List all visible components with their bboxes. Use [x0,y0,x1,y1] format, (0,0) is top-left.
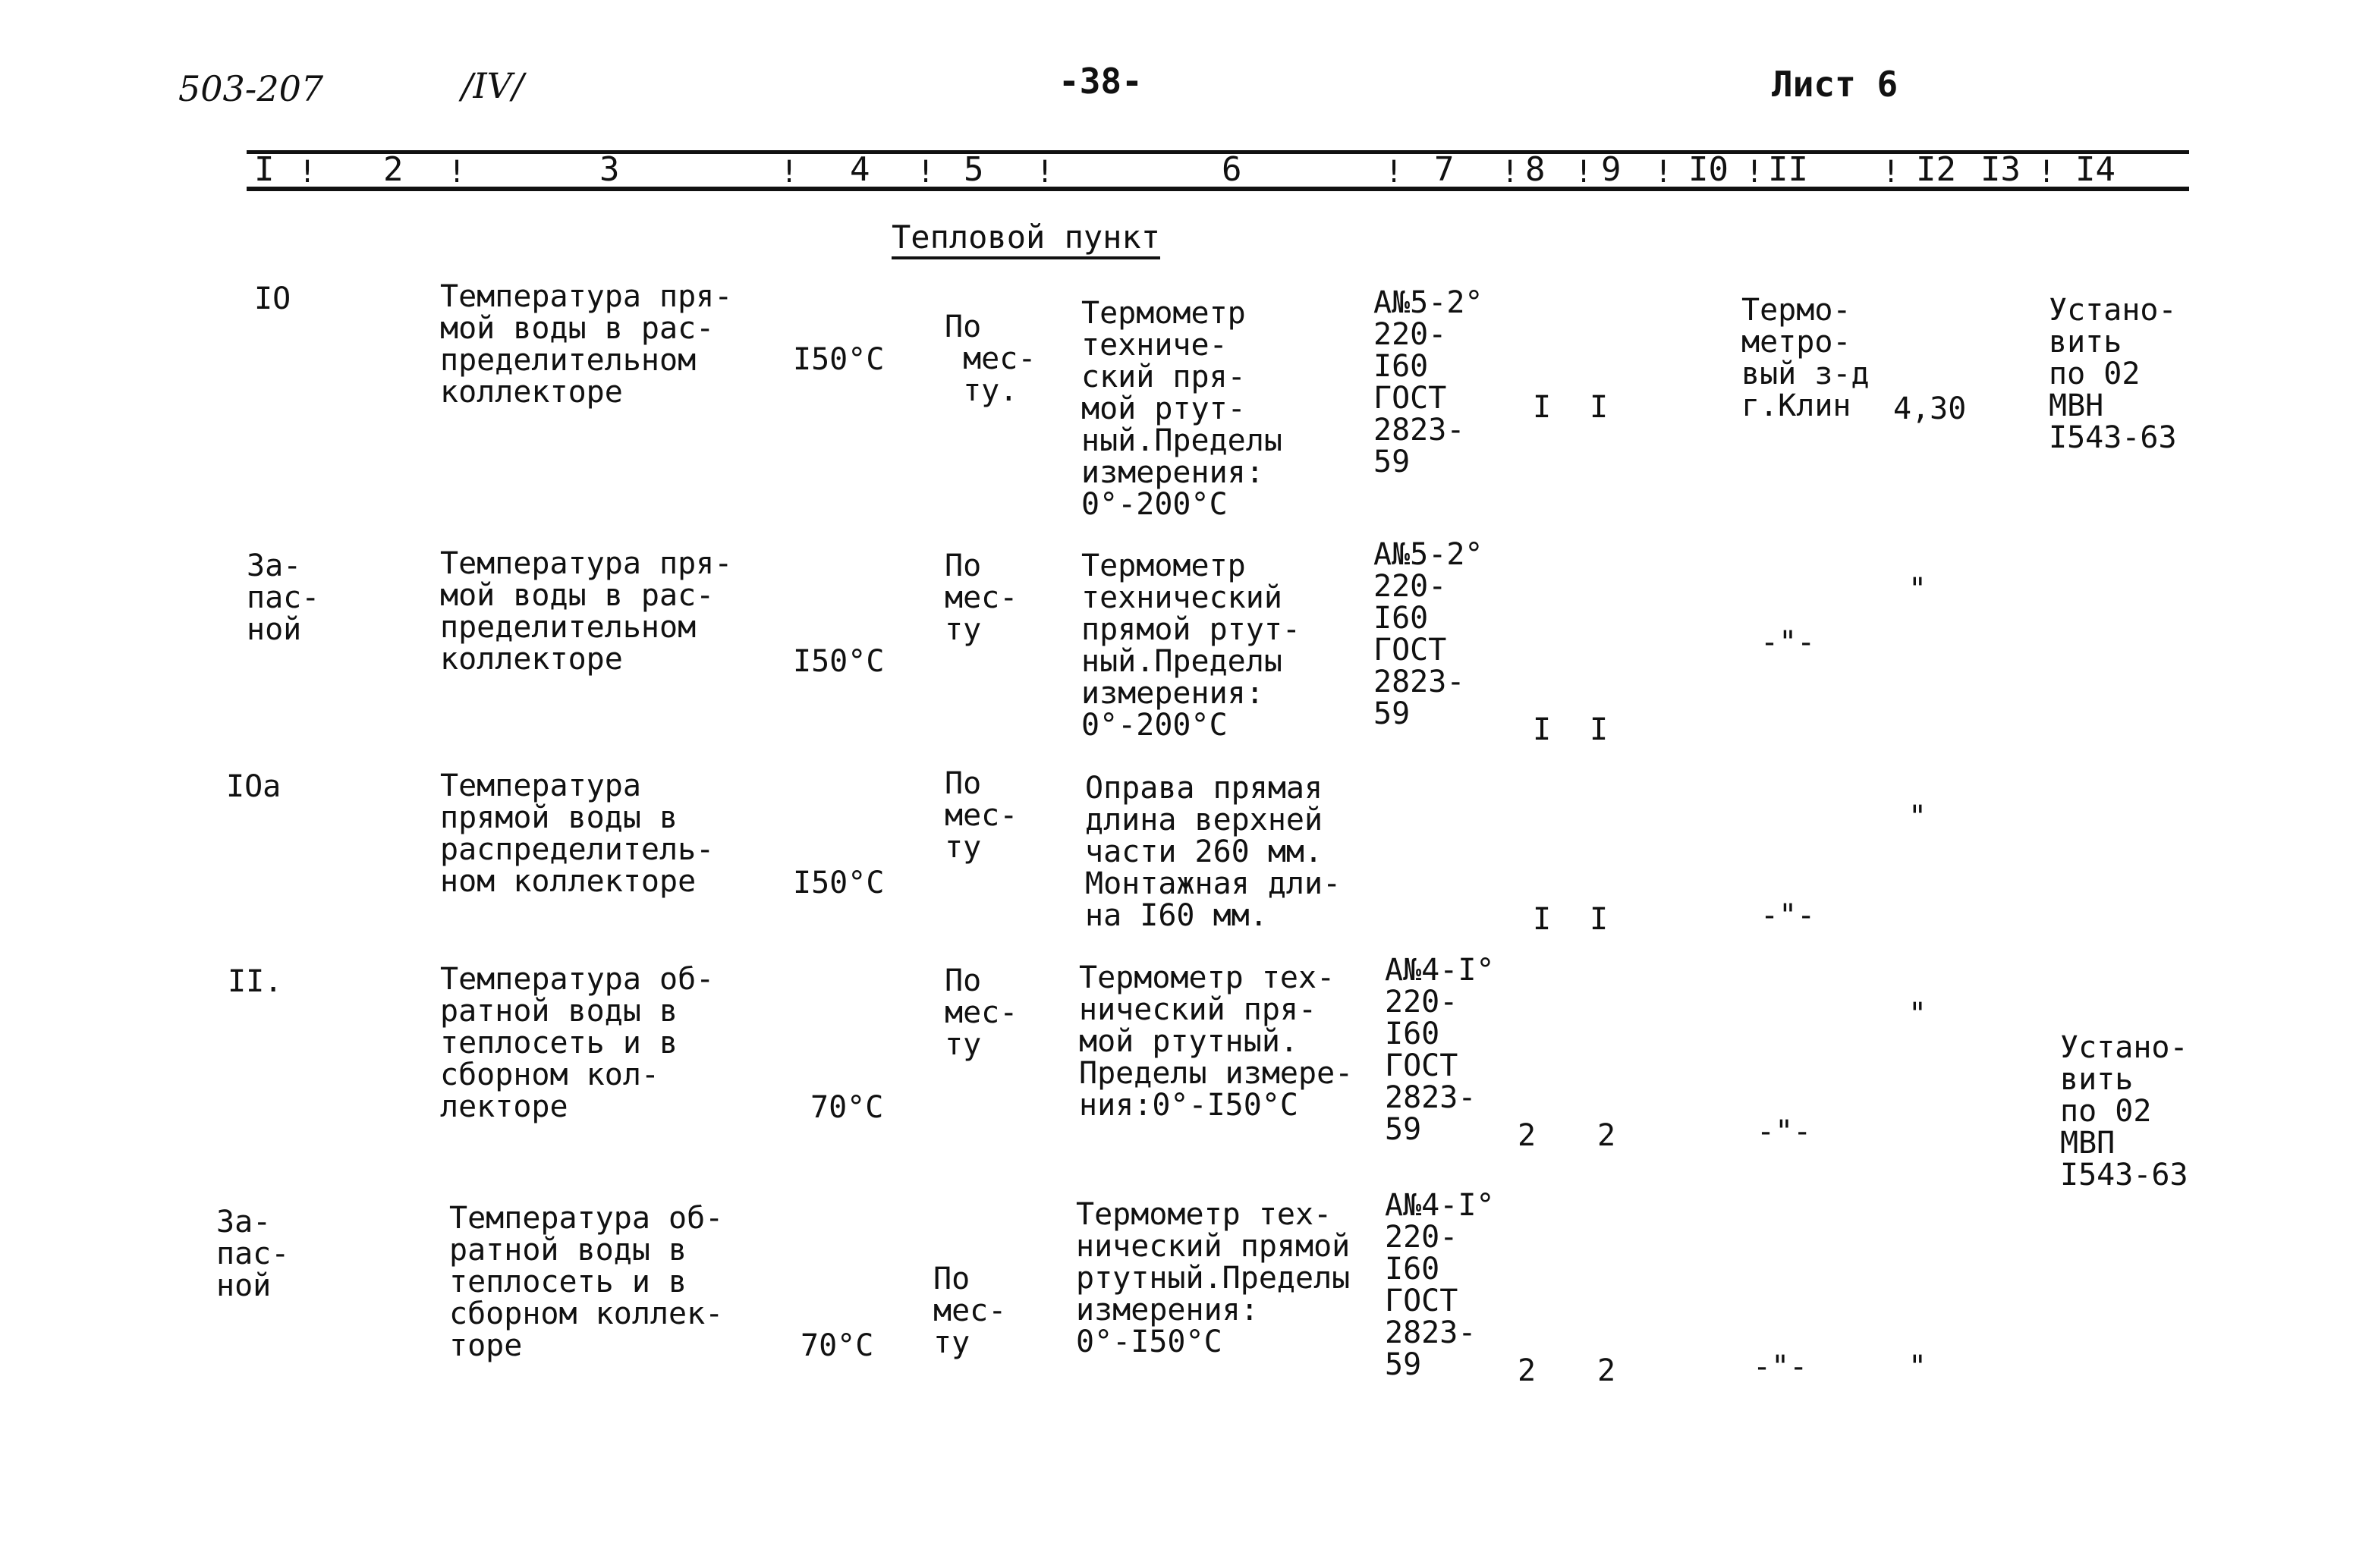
header-rule-top [247,150,2189,154]
col-num-10: I0 [1688,150,1729,189]
parameter-value: I50°C [793,866,885,900]
col-separator: ! [1574,155,1593,190]
qty-col8: 2 [1518,1353,1537,1388]
qty-col9: I [1590,390,1609,425]
album-mark: /IV/ [461,65,524,106]
device-description: Оправа прямая длина верхней части 260 мм. Монтажная дли- на I60 мм. [1085,771,1342,933]
device-spec: А№4-I° 220- I60 ГОСТ 2823- 59 [1385,1188,1495,1382]
qty-col9: I [1590,712,1609,747]
qty-col8: I [1533,902,1552,937]
ditto-mark: " [1908,997,1927,1032]
parameter-text: Температура пря- мой воды в рас- пределительном коллекторе [440,546,733,677]
col-num-7: 7 [1434,150,1455,189]
qty-col8: I [1533,712,1552,747]
manufacturer: -"- [1760,898,1816,933]
price: 4,30 [1893,391,1967,426]
parameter-value: 70°C [801,1328,874,1363]
parameter-text: Температура прямой воды в распределитель- ном коллекторе [440,768,715,899]
col-separator: ! [917,155,936,190]
parameter-value: I50°C [793,342,885,377]
row-number: II. [228,964,283,999]
device-description: Термометр технический прямой ртут- ный.Пределы измерения: 0°-200°C [1081,548,1301,743]
row-number: За- пас- ной [216,1205,290,1303]
device-spec: А№4-I° 220- I60 ГОСТ 2823- 59 [1385,953,1495,1147]
col-num-1: I [254,150,275,189]
ditto-mark: " [1908,800,1927,834]
qty-col9: 2 [1597,1353,1616,1388]
col-separator: ! [1036,155,1055,190]
install-place: По мес- ту [945,766,1018,865]
ditto-mark: " [1908,1350,1927,1384]
qty-col8: 2 [1518,1118,1537,1153]
col-num-3: 3 [599,150,620,189]
row-number: IO [254,281,291,316]
col-num-4: 4 [850,150,870,189]
col-separator: ! [298,155,317,190]
section-title: Тепловой пункт [892,220,1160,259]
col-num-14: I4 [2075,150,2115,189]
device-description: Термометр тех- нический пря- мой ртутный. Пределы измере- ния:0°-I50°C [1079,960,1354,1123]
col-num-12: I2 [1916,150,1956,189]
col-separator: ! [780,155,799,190]
install-place: По мес- ту [945,548,1018,647]
col-separator: ! [1882,155,1901,190]
device-spec: А№5-2° 220- I60 ГОСТ 2823- 59 [1373,537,1483,731]
sheet-label: Лист 6 [1772,64,1898,105]
manufacturer: -"- [1753,1350,1808,1384]
row-number: IOa [226,769,282,804]
device-description: Термометр тех- нический прямой ртутный.Пределы измерения: 0°-I50°C [1076,1197,1351,1359]
col-num-6: 6 [1222,150,1242,189]
col-num-9: 9 [1601,150,1622,189]
note: Устано- вить по 02 МВН I543-63 [2049,293,2177,455]
doc-code: 503-207 [178,68,324,109]
note: Устано- вить по 02 МВП I543-63 [2060,1030,2188,1192]
parameter-text: Температура об- ратной воды в теплосеть и в сборном кол- лекторе [440,962,715,1124]
col-separator: ! [448,155,467,190]
manufacturer: -"- [1760,625,1816,660]
col-num-8: 8 [1525,150,1546,189]
col-separator: ! [2037,155,2056,190]
col-separator: ! [1385,155,1404,190]
parameter-text: Температура об- ратной воды в теплосеть и в сборном коллек- торе [449,1201,724,1363]
device-spec: А№5-2° 220- I60 ГОСТ 2823- 59 [1373,285,1483,479]
col-num-5: 5 [964,150,984,189]
col-num-13: I3 [1980,150,2021,189]
qty-col9: 2 [1597,1118,1616,1153]
col-num-11: II [1768,150,1808,189]
col-separator: ! [1501,155,1520,190]
parameter-value: I50°C [793,644,885,679]
install-place: По мес- ту. [945,310,1037,408]
manufacturer: -"- [1757,1114,1812,1149]
install-place: По мес- ту [945,963,1018,1062]
col-separator: ! [1745,155,1764,190]
col-separator: ! [1654,155,1673,190]
page-number: -38- [1059,61,1143,102]
row-number: За- пас- ной [247,548,320,647]
parameter-value: 70°C [810,1090,884,1125]
ditto-mark: " [1908,572,1927,607]
parameter-text: Температура пря- мой воды в рас- пределительном коллекторе [440,279,733,410]
install-place: По мес- ту [933,1262,1007,1360]
qty-col8: I [1533,390,1552,425]
qty-col9: I [1590,902,1609,937]
manufacturer: Термо- метро- вый з-д г.Клин [1741,293,1870,423]
device-description: Термометр техниче- ский пря- мой ртут- ный.Пределы измерения: 0°-200°C [1081,296,1282,522]
col-num-2: 2 [383,150,404,189]
